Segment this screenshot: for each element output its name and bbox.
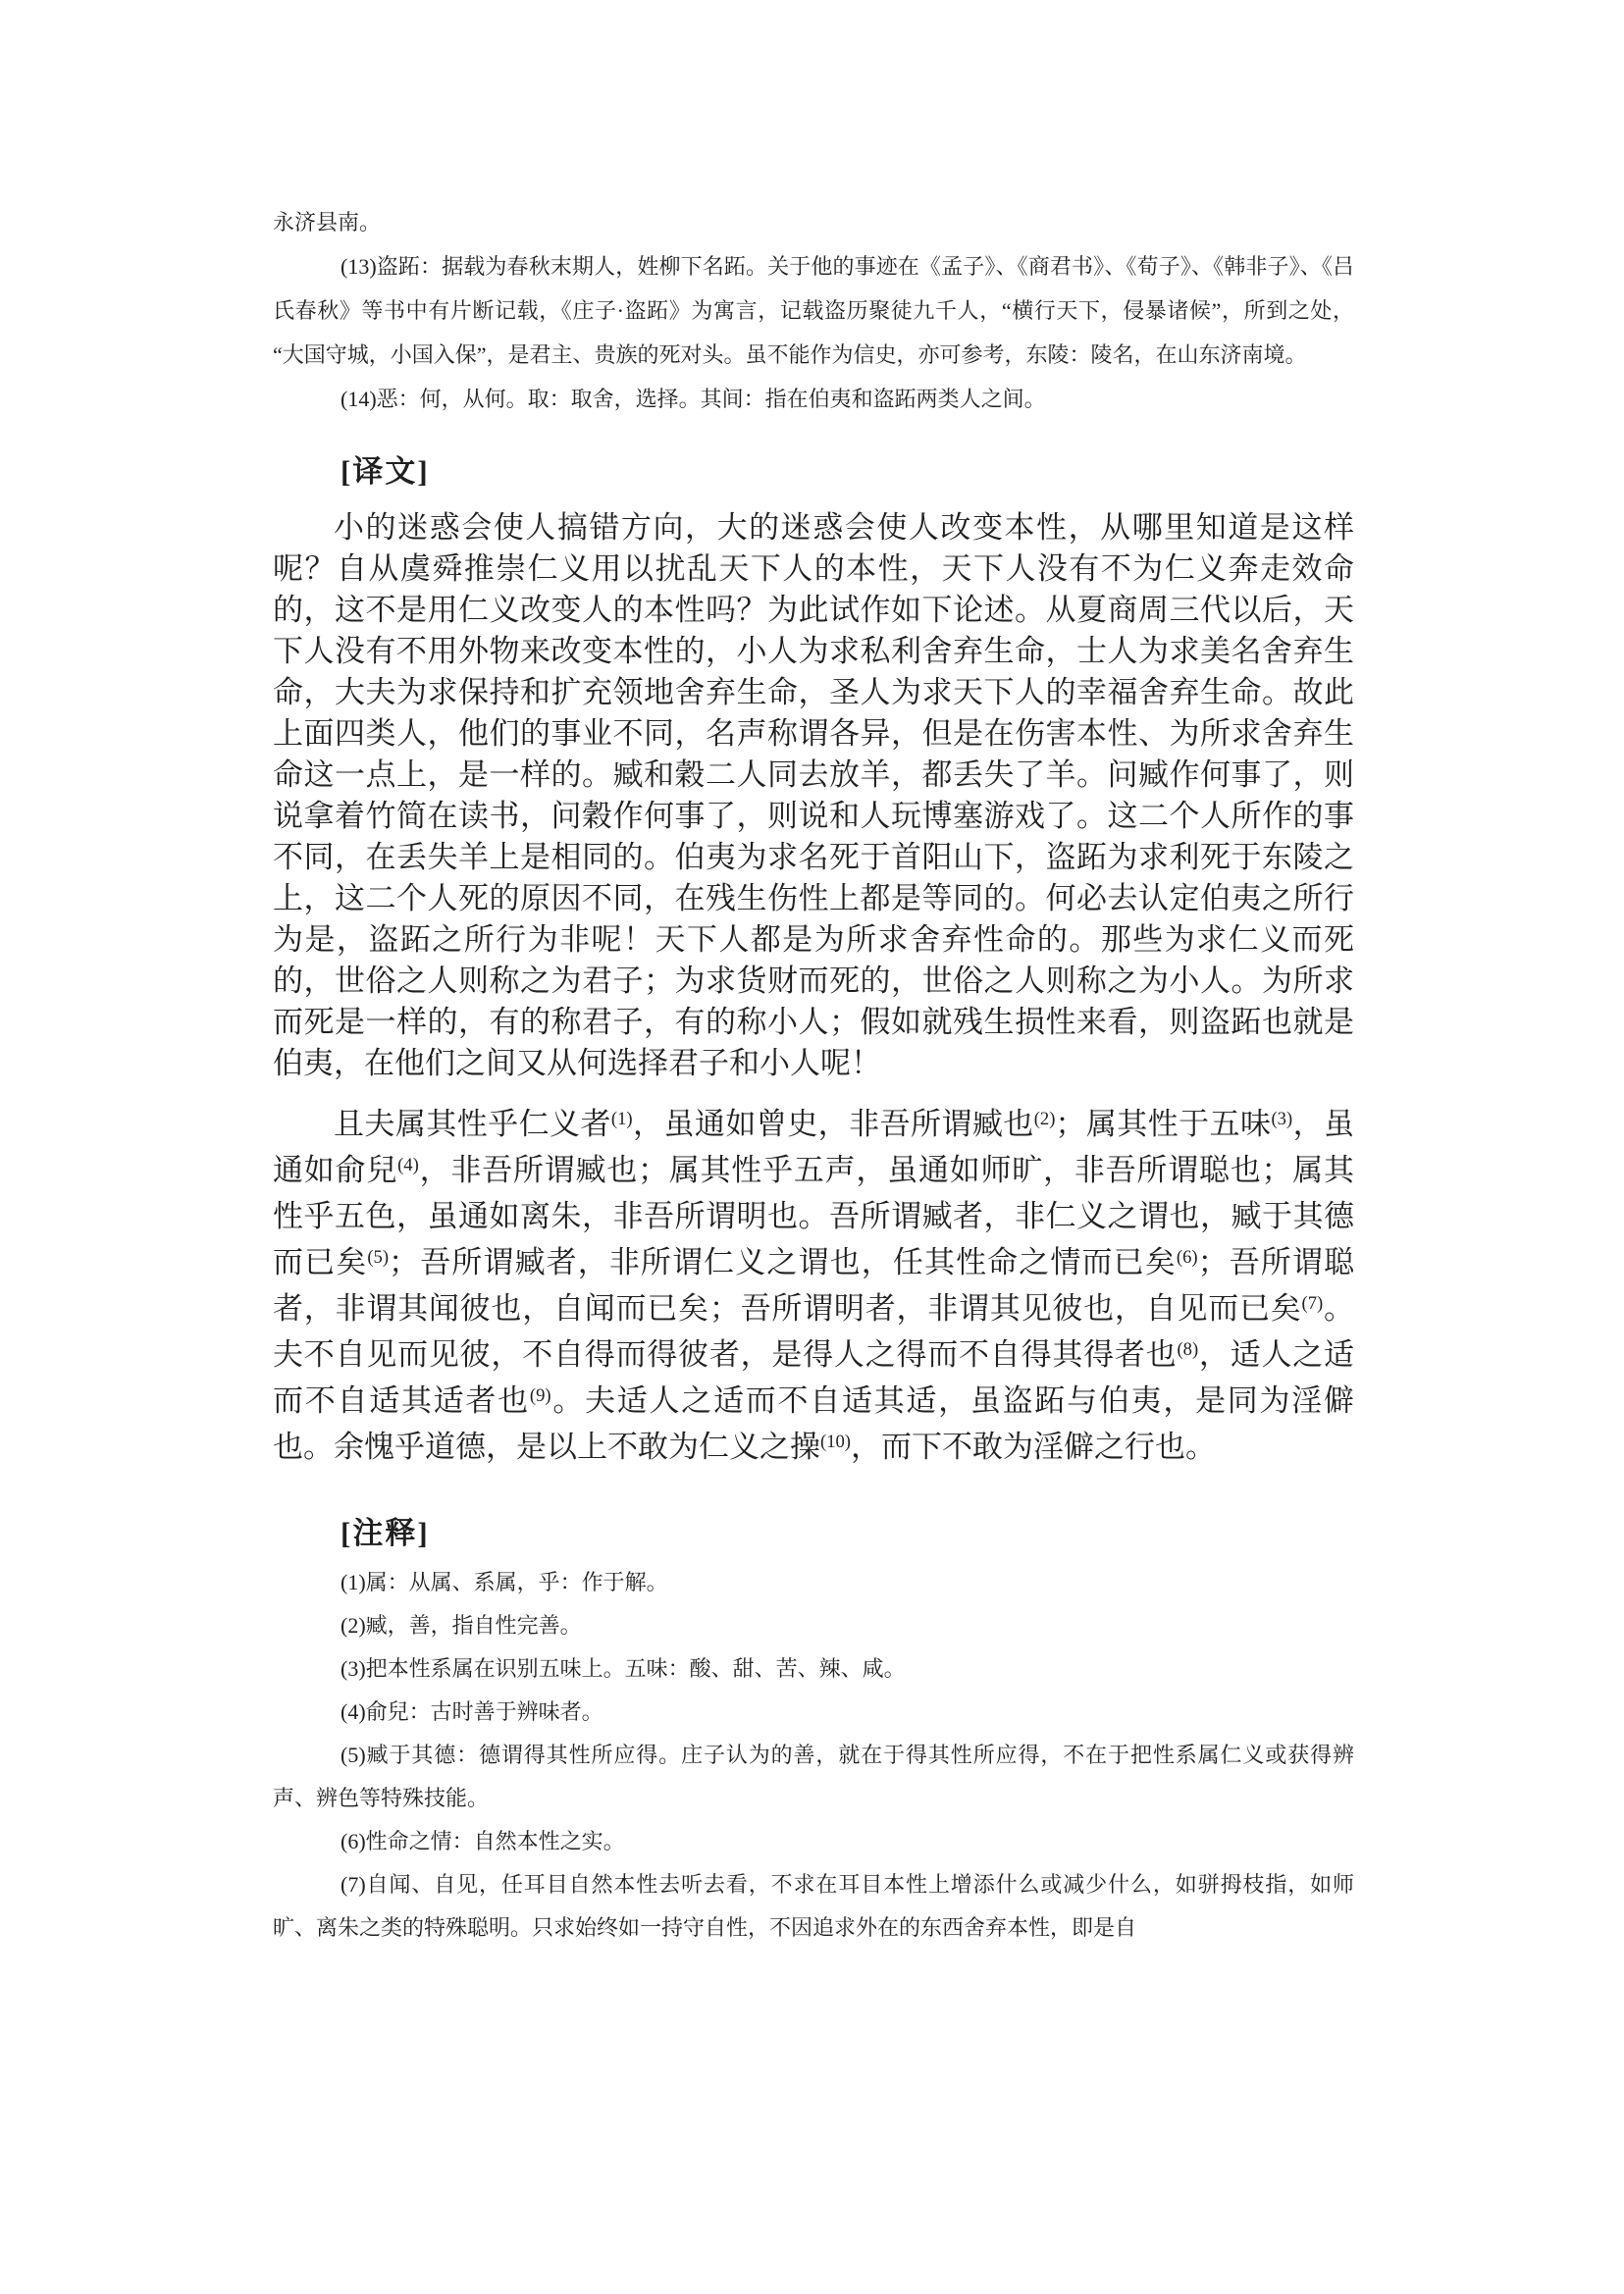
footnote-ref: (6) [1176,1247,1198,1268]
footnote-ref: (9) [529,1385,551,1406]
footnote-ref: (10) [820,1432,851,1452]
original-text-paragraph: 且夫属其性乎仁义者$^{(1)}$，虽通如曾史，非吾所谓臧也$^{(2)}$；属其性于五味$^{(3)}$，虽通如俞兒$^{(4)}$，非吾所谓臧也；属其性乎五声，虽通如师旷，非吾所谓聪也；属其性乎五色，虽通如离朱，非吾所谓明也。吾所谓臧者，非仁义之谓也，臧于其德而已矣$^{(5)}$；吾所谓臧者，非所谓仁义之谓也，任其性命之情而已矣$^{(6)}$；吾所谓聪者，非谓其闻彼也，自闻而已矣；吾所谓明者，非谓其见彼也，自见而已矣$^{(7)}$。夫不自见而见彼，不自得而得彼者，是得人之得而不自得其得者也$^{(8)}$，适人之适而不自适其适者也$^{(9)}$。夫适人之适而不自适其适，虽盗跖与伯夷，是同为淫僻也。余愧乎道德，是以上不敢为仁义之操$^{(10)}$，而下不敢为淫僻之行也。 [273,1107,1355,1464]
footnote-ref: (4) [397,1155,419,1175]
translation-header: [译文] [341,454,430,489]
footnote-ref: (7) [1301,1293,1324,1314]
annotation-item-2: (2)臧，善，指自性完善。 [341,1613,582,1638]
annotation-item-3: (3)把本性系属在识别五味上。五味：酸、甜、苦、辣、咸。 [341,1656,906,1681]
annotation-item-4: (4)俞兒：古时善于辨味者。 [341,1699,603,1724]
footnote-ref: (3) [1271,1109,1293,1129]
footnote-ref: (5) [367,1247,390,1268]
note-item-13: (13)盗跖：据载为春秋末期人，姓柳下名跖。关于他的事迹在《孟子》、《商君书》、《荀子》、《韩非子》、《吕氏春秋》等书中有片断记载，《庄子·盗跖》为寓言，记载盗历聚徒九千人，“横行天下，侵暴诸候”，所到之处，“大国守城，小国入保”，是君主、贵族的死对头。虽不能作为信史，亦可参考，东陵：陵名，在山东济南境。 [273,254,1354,367]
annotation-item-5: (5)臧于其德：德谓得其性所应得。庄子认为的善，就在于得其性所应得，不在于把性系属仁义或获得辨声、辨色等特殊技能。 [273,1743,1354,1810]
annotation-item-6: (6)性命之情：自然本性之实。 [341,1829,625,1853]
footnote-ref: (8) [1177,1339,1199,1360]
footnote-ref: (1) [610,1109,633,1129]
footnote-ref: (2) [1033,1109,1056,1129]
carryover-notes-section [273,200,1354,421]
text-column [273,0,1354,1950]
carryover-note-line: 永济县南。 [273,210,382,235]
translation-paragraph: 小的迷惑会使人搞错方向，大的迷惑会使人改变本性，从哪里知道是这样呢？自从虞舜推崇仁义用以扰乱天下人的本性，天下人没有不为仁义奔走效命的，这不是用仁义改变人的本性吗？为此试作如下论述。从夏商周三代以后，天下人没有不用外物来改变本性的，小人为求私利舍弃生命，士人为求美名舍弃生命，大夫为求保持和扩充领地舍弃生命，圣人为求天下人的幸福舍弃生命。故此上面四类人，他们的事业不同，名声称谓各异，但是在伤害本性、为所求舍弃生命这一点上，是一样的。臧和穀二人同去放羊，都丢失了羊。问臧作何事了，则说拿着竹简在读书，问穀作何事了，则说和人玩博塞游戏了。这二个人所作的事不同，在丢失羊上是相同的。伯夷为求名死于首阳山下，盗跖为求利死于东陵之上，这二个人死的原因不同，在残生伤性上都是等同的。何必去认定伯夷之所行为是，盗跖之所行为非呢！天下人都是为所求舍弃性命的。那些为求仁义而死的，世俗之人则称之为君子；为求货财而死的，世俗之人则称之为小人。为所求而死是一样的，有的称君子，有的称小人；假如就残生损性来看，则盗跖也就是伯夷，在他们之间又从何选择君子和小人呢！ [273,510,1354,1080]
note-item-14: (14)恶：何，从何。取：取舍，选择。其间：指在伯夷和盗跖两类人之间。 [341,387,1046,411]
annotation-list [273,1561,1354,1950]
annotation-item-1: (1)属：从属、系属，乎：作于解。 [341,1570,668,1594]
annotation-item-7: (7)自闻、自见，任耳目自然本性去听去看，不求在耳目本性上增添什么或减少什么，如骈拇枝指，如师旷、离朱之类的特殊聪明。只求始终如一持守自性，不因追求外在的东西舍弃本性，即是自 [273,1872,1354,1940]
annotation-header: [注释] [341,1516,430,1550]
